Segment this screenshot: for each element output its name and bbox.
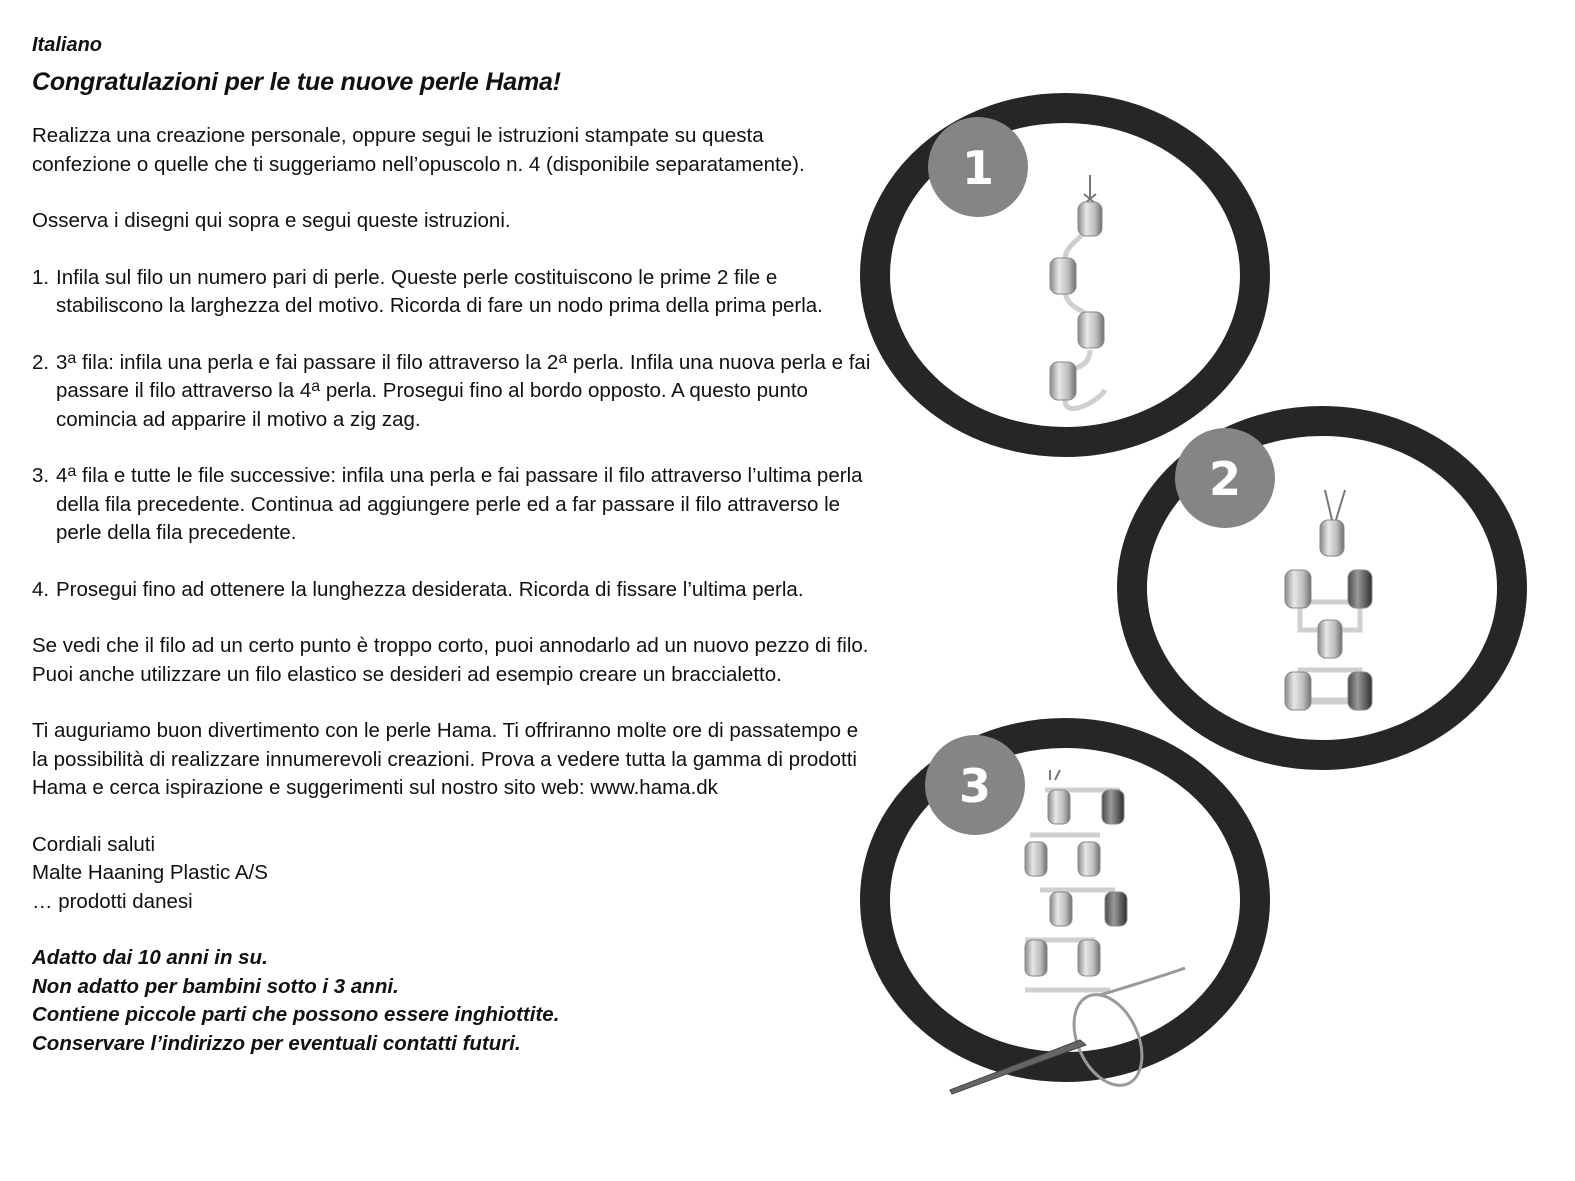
- step-text: Prosegui fino ad ottenere la lunghezza desiderata. Ricorda di fissare l’ultima perla.: [56, 577, 804, 601]
- step-text-part: perla. Infila una nuova perla e fai passare il filo attraverso la 4: [56, 350, 871, 402]
- observe-paragraph: Osserva i disegni qui sopra e segui queste istruzioni.: [32, 209, 511, 232]
- step-badge: 2: [1208, 452, 1242, 506]
- instructions-text: [32, 32, 872, 1058]
- step-text: Infila sul filo un numero pari di perle. Queste perle costituiscono le prime 2 file e stabiliscono la larghezza del motivo. Ricorda di fare un nodo prima della prima perla.: [56, 265, 823, 317]
- signature: [32, 831, 872, 917]
- intro-line: Realizza una creazione personale, oppure segui le istruzioni stampate su questa: [32, 124, 764, 147]
- ordinal-mark: a: [311, 378, 321, 395]
- safety-warnings: [32, 944, 872, 1058]
- ordinal-mark: a: [67, 463, 77, 480]
- step-number: 2.: [32, 350, 50, 374]
- step-item-4: [32, 576, 872, 605]
- company-tagline: … prodotti danesi: [32, 889, 193, 913]
- warning-line: Adatto dai 10 anni in su.: [32, 946, 268, 969]
- ordinal-mark: a: [67, 349, 77, 367]
- language-label: Italiano: [32, 34, 103, 56]
- step-text-part: fila e tutte le file successive: infila una perla e fai passare il filo attraverso l’ultima perla della fila precedente. Continua ad aggiungere perle ed a far passare il filo attraverso le perle della fila precedente.: [56, 464, 863, 544]
- step-text: [56, 351, 870, 431]
- step-text: [56, 464, 863, 544]
- warning-line: Contiene piccole parti che possono essere inghiottite.: [32, 1003, 560, 1026]
- intro-paragraph: [32, 122, 872, 179]
- step-number: 1.: [32, 265, 50, 289]
- step-item-1: [32, 264, 872, 321]
- step-badge: 3: [958, 759, 992, 813]
- step-illustrations: [850, 90, 1560, 1180]
- step-item-2: [32, 349, 872, 435]
- step-text-part: fila: infila una perla e fai passare il filo attraverso la 2: [76, 350, 559, 374]
- step-item-3: [32, 462, 872, 548]
- step-number: 4.: [32, 577, 50, 601]
- figure-step-2: [1132, 421, 1512, 755]
- greeting: Cordiali saluti: [32, 832, 156, 856]
- intro-line: confezione o quelle che ti suggeriamo nell’opuscolo n. 4 (disponibile separatamente).: [32, 152, 805, 176]
- step-text-part: 4: [56, 464, 68, 487]
- step-badge: 1: [961, 141, 995, 195]
- closing-paragraph: Ti auguriamo buon divertimento con le perle Hama. Ti offriranno molte ore di passatempo e la possibilità di realizzare innumerevoli creazioni. Prova a vedere tutta la gamma di prodotti Hama e cerca ispirazione e suggerimenti sul nostro sito web: www.hama.dk: [32, 719, 859, 799]
- ordinal-mark: a: [558, 349, 568, 367]
- step-number: 3.: [32, 464, 50, 487]
- step-text-part: perla. Prosegui fino al bordo opposto. A questo punto comincia ad apparire il motivo a zig zag.: [56, 379, 808, 431]
- company-name: Malte Haaning Plastic A/S: [32, 861, 268, 884]
- steps-list: [32, 264, 872, 605]
- thread-tip-paragraph: Se vedi che il filo ad un certo punto è troppo corto, puoi annodarlo ad un nuovo pezzo di filo. Puoi anche utilizzare un filo elastico se desideri ad esempio creare un braccialetto.: [32, 634, 869, 686]
- figure-step-3: [875, 733, 1255, 1096]
- bead-column-icon: [1050, 175, 1105, 409]
- warning-line: Conservare l’indirizzo per eventuali contatti futuri.: [32, 1031, 521, 1055]
- page-title: Congratulazioni per le tue nuove perle Hama!: [32, 68, 561, 96]
- bead-loop-icon: [1285, 490, 1372, 710]
- step-text-part: 3: [56, 350, 68, 374]
- figure-step-1: [875, 108, 1267, 450]
- warning-line: Non adatto per bambini sotto i 3 anni.: [32, 974, 399, 998]
